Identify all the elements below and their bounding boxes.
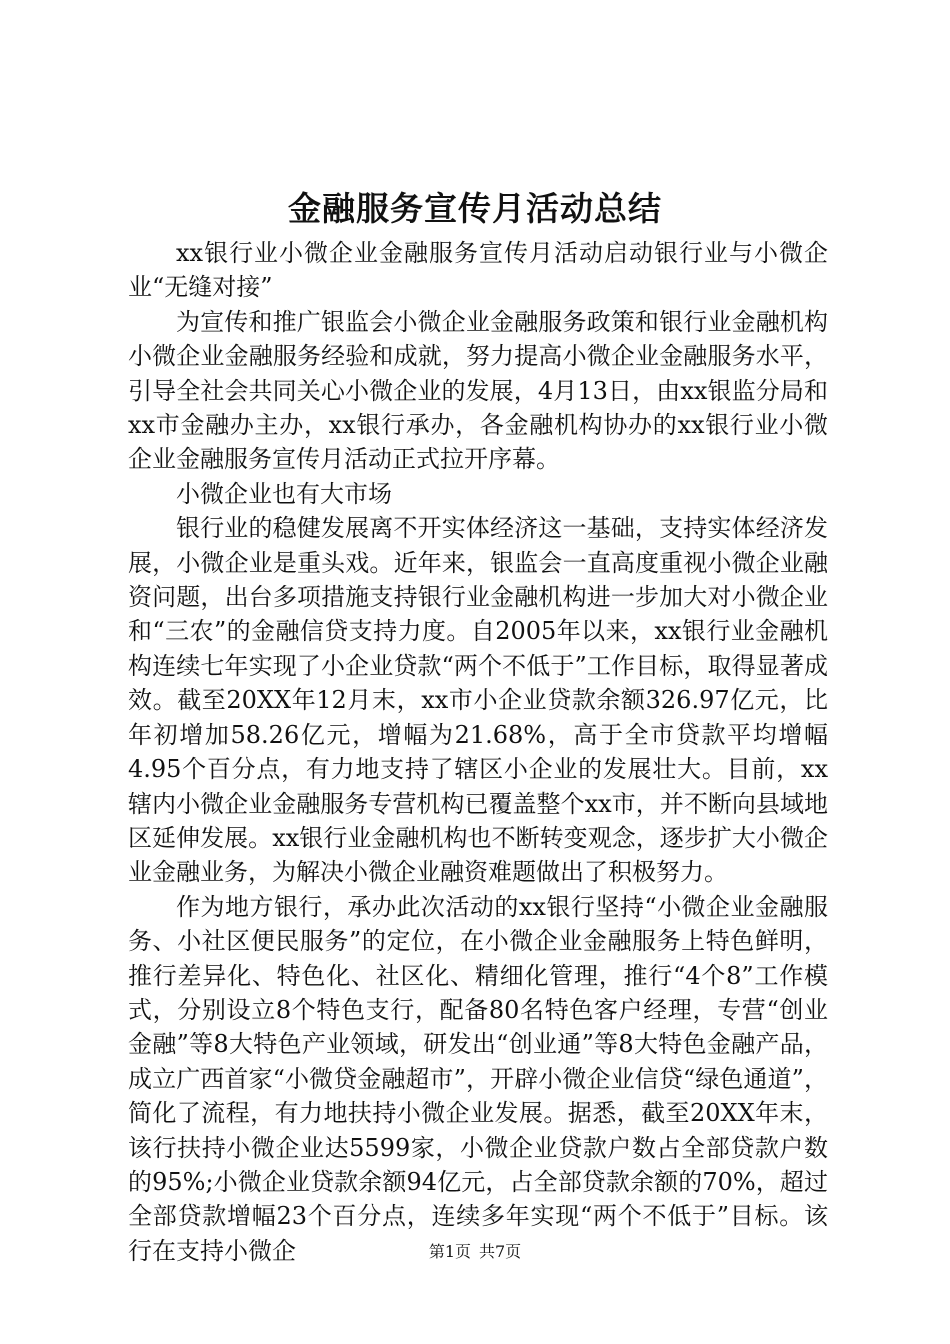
page-number: 第1页 [428, 1242, 471, 1261]
document-title: 金融服务宣传月活动总结 [288, 189, 662, 228]
paragraph-intro: 为宣传和推广银监会小微企业金融服务政策和银行业金融机构小微企业金融服务经验和成就，努力提高小微企业金融服务水平，引导全社会共同关心小微企业的发展，4月13日，由xx银监分局和xx市金融办主办，xx银行承办，各金融机构协办的xx银行业小微企业金融服务宣传月活动正式拉开序幕。 [128, 307, 828, 474]
section-heading: 小微企业也有大市场 [176, 479, 392, 508]
paragraph-local-bank: 作为地方银行，承办此次活动的xx银行坚持“小微企业金融服务、小社区便民服务”的定位，在小微企业金融服务上特色鲜明，推行差异化、特色化、社区化、精细化管理，推行“4个8”工作模式，分别设立8个特色支行，配备80名特色客户经理，专营“创业金融”等8大特色产业领域，研发出“创业通”等8大特色金融产品，成立广西首家“小微贷金融超市”，开辟小微企业信贷“绿色通道”，简化了流程，有力地扶持小微企业发展。据悉，截至20XX年末，该行扶持小微企业达5599家，小微企业贷款户数占全部贷款户数的95%;小微企业贷款余额94亿元，占全部贷款余额的70%，超过全部贷款增幅23个百分点，连续多年实现“两个不低于”目标。该行在支持小微企 [128, 892, 828, 1265]
paragraph-industry: 银行业的稳健发展离不开实体经济这一基础，支持实体经济发展，小微企业是重头戏。近年来，银监会一直高度重视小微企业融资问题，出台多项措施支持银行业金融机构进一步加大对小微企业和“三农”的金融信贷支持力度。自2005年以来，xx银行业金融机构连续七年实现了小企业贷款“两个不低于”工作目标，取得显著成效。截至20XX年12月末，xx市小企业贷款余额326.97亿元，比年初增加58.26亿元，增幅为21.68%，高于全市贷款平均增幅4.95个百分点，有力地支持了辖区小企业的发展壮大。目前，xx辖内小微企业金融服务专营机构已覆盖整个xx市，并不断向县域地区延伸发展。xx银行业金融机构也不断转变观念，逐步扩大小微企业金融业务，为解决小微企业融资难题做出了积极努力。 [128, 514, 828, 887]
paragraph-subtitle: xx银行业小微企业金融服务宣传月活动启动银行业与小微企业“无缝对接” [128, 239, 828, 302]
document-body [128, 236, 828, 1268]
page-total: 共7页 [479, 1242, 522, 1261]
page-footer [0, 1240, 950, 1264]
